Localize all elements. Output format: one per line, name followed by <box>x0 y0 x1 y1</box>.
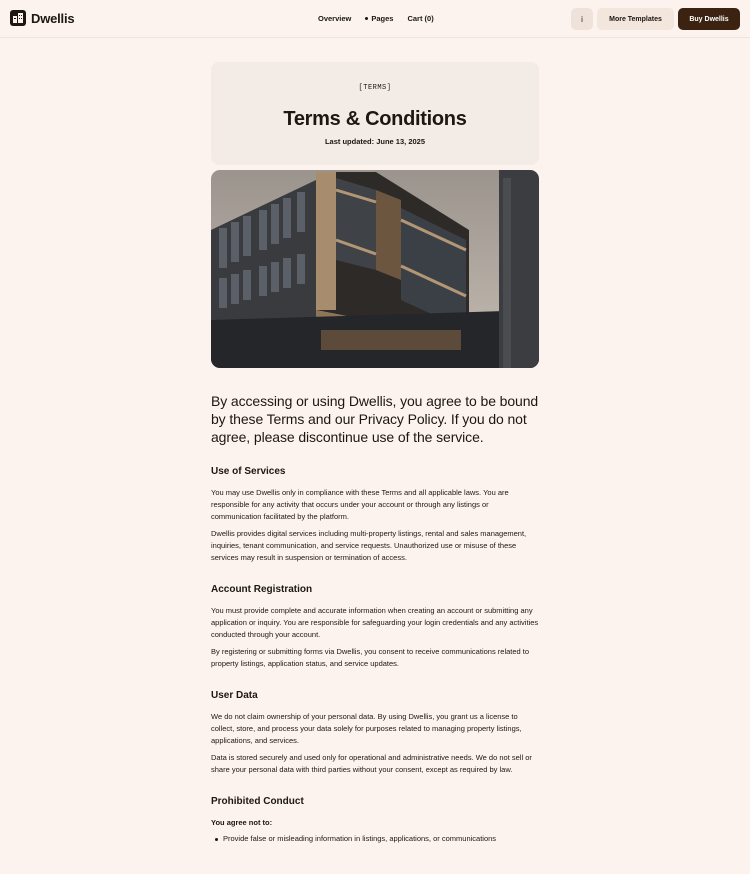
nav-pages-label: Pages <box>371 14 394 23</box>
list-item: Provide false or misleading information in listings, applications, or communications <box>211 833 539 845</box>
brand-logo[interactable] <box>10 10 74 26</box>
prohibited-intro: You agree not to: <box>211 818 273 827</box>
brand-name: Dwellis <box>31 10 75 26</box>
bullet-dot-icon <box>365 17 368 20</box>
terms-content <box>211 392 539 845</box>
section-paragraph: You may use Dwellis only in compliance with these Terms and all applicable laws. You are responsible for any activity that occurs under your account or through any listings or communication facilitated by the platform. <box>211 488 509 521</box>
prohibited-list <box>211 833 539 845</box>
section-heading: User Data <box>211 690 258 701</box>
building-photo <box>211 170 539 368</box>
info-button[interactable]: i <box>571 8 593 30</box>
nav-overview[interactable]: Overview <box>318 14 352 23</box>
main-nav <box>318 14 434 23</box>
section-paragraph: We do not claim ownership of your personal data. By using Dwellis, you grant us a license to collect, store, and process your data solely for purposes related to managing property listings, applications, and services. <box>211 712 522 745</box>
building-logo-icon <box>10 10 26 26</box>
section-paragraph: Dwellis provides digital services including multi-property listings, rental and sales management, inquiries, tenant communication, and service requests. Unauthorized use or misuse of these services may result in suspension or termination of access. <box>211 529 527 562</box>
section-paragraph: By registering or submitting forms via Dwellis, you consent to receive communications related to property listings, application status, and service updates. <box>211 647 530 668</box>
page-title: Terms & Conditions <box>283 108 467 130</box>
section-paragraph: Data is stored securely and used only for operational and administrative needs. We do not sell or share your personal data with third parties without your consent, except as required by law. <box>211 753 532 774</box>
more-templates-button[interactable]: More Templates <box>597 8 674 30</box>
last-updated: Last updated: June 13, 2025 <box>324 137 426 146</box>
lead-statement: By accessing or using Dwellis, you agree to be bound by these Terms and our Privacy Policy. If you do not agree, please discontinue use of the service. <box>211 393 539 445</box>
section-heading: Use of Services <box>211 466 286 477</box>
section-heading: Prohibited Conduct <box>211 796 304 807</box>
hero-card <box>211 62 539 165</box>
nav-pages[interactable] <box>365 14 393 23</box>
top-navigation-bar <box>0 0 750 38</box>
section-tag: [TERMS] <box>358 84 392 92</box>
nav-cart[interactable]: Cart (0) <box>407 14 434 23</box>
section-paragraph: You must provide complete and accurate information when creating an account or submitting any application or inquiry. You are responsible for safeguarding your login credentials and any activities conducted through your account. <box>211 606 539 639</box>
buy-button[interactable]: Buy Dwellis <box>678 8 740 30</box>
section-heading: Account Registration <box>211 584 313 595</box>
